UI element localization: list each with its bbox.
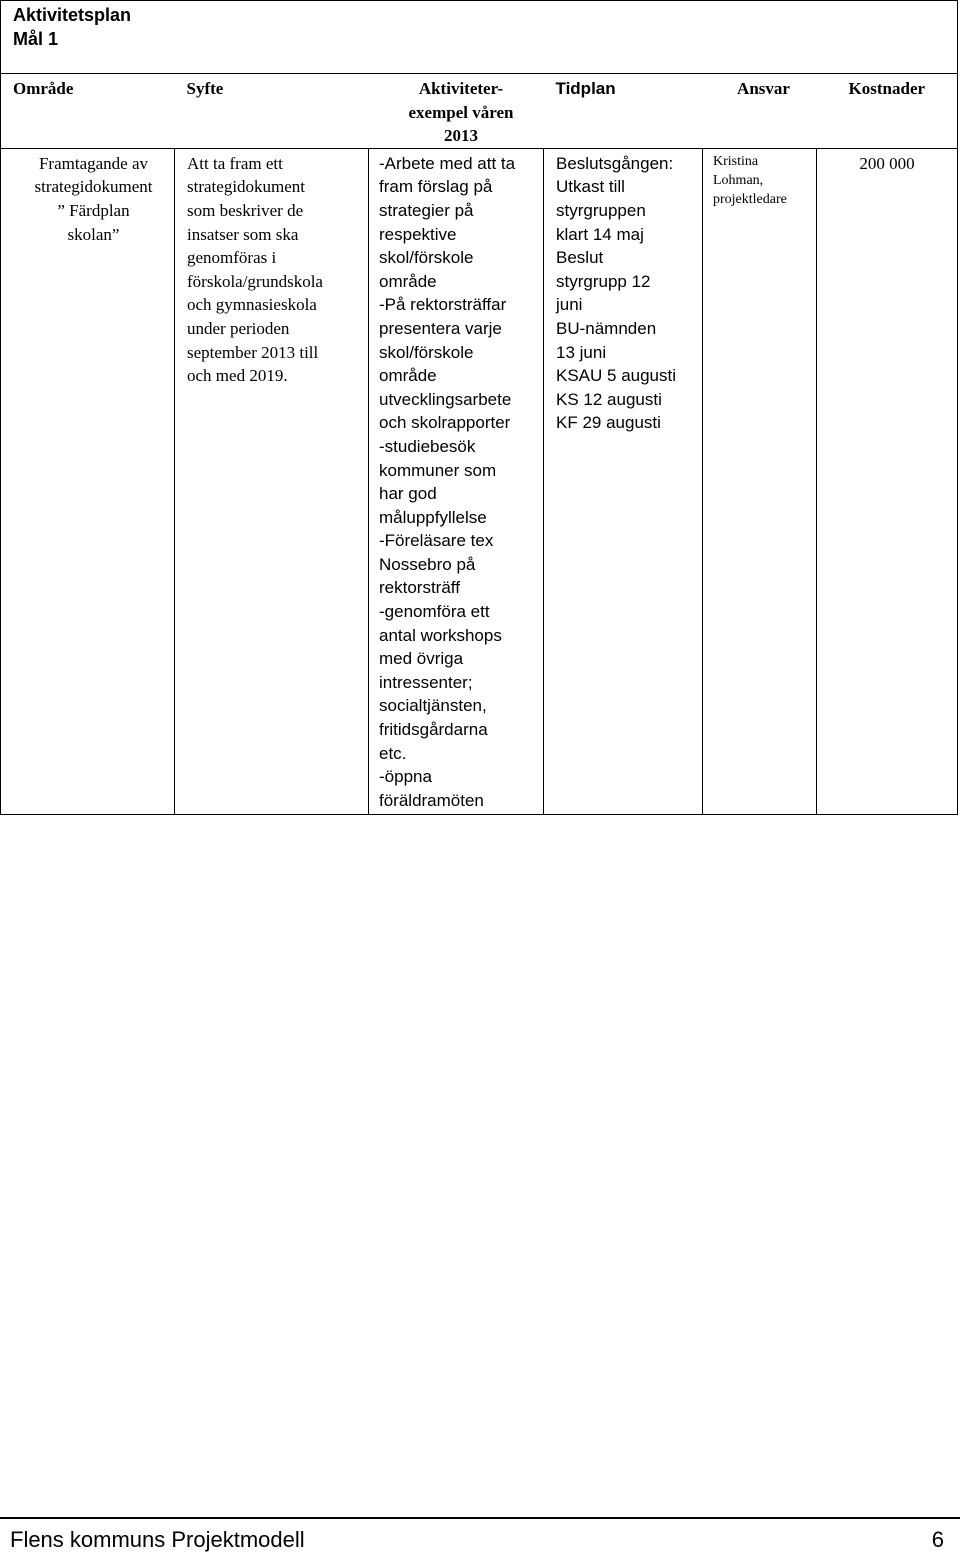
cell-text-line: skol/förskole: [379, 342, 474, 362]
footer-divider: [0, 1517, 960, 1519]
cell-text-line: strategidokument: [187, 177, 306, 197]
tidplan-cell: [544, 148, 703, 814]
footer-title: Flens kommuns Projektmodell: [10, 1527, 305, 1552]
cell-text-line: -Föreläsare tex: [379, 531, 494, 551]
column-header-syfte: Syfte: [175, 74, 369, 149]
column-header-ansvar: Ansvar: [703, 74, 817, 149]
cell-text-line: etc.: [379, 743, 407, 763]
column-header-aktiviteter-line: exempel våren: [408, 102, 514, 122]
cell-text-line: KSAU 5 augusti: [556, 366, 677, 386]
cell-text-line: område: [379, 366, 437, 386]
cell-text-line: Utkast till: [556, 177, 625, 197]
aktiviteter-cell: [369, 148, 544, 814]
cell-text-line: skolan”: [67, 224, 120, 244]
cell-text-line: och skolrapporter: [379, 413, 511, 433]
cell-text-line: -öppna: [379, 767, 432, 787]
cell-text-line: Att ta fram ett: [187, 153, 283, 173]
cell-text-line: juni: [556, 295, 583, 315]
cell-text-line: och med 2019.: [187, 366, 288, 386]
cell-text-line: projektledare: [713, 191, 787, 207]
cell-text-line: presentera varje: [379, 318, 502, 338]
cell-text-line: -genomföra ett: [379, 602, 490, 622]
table-row: [1, 148, 958, 814]
column-header-aktiviteter-line: Aktiviteter-: [418, 79, 504, 98]
cell-text-line: styrgrupp 12: [556, 271, 651, 291]
cell-text-line: Beslut: [556, 248, 604, 268]
cell-text-line: respektive: [379, 224, 457, 244]
cell-text-line: Beslutsgången:: [556, 153, 674, 173]
cell-text-line: föräldramöten: [379, 790, 484, 810]
cell-text-line: Nossebro på: [379, 554, 476, 574]
cell-text-line: skol/förskole: [379, 248, 474, 268]
cell-text-line: Framtagande av: [38, 153, 149, 173]
cell-text-line: ” Färdplan: [57, 200, 130, 220]
cell-text-line: klart 14 maj: [556, 224, 644, 244]
cell-text-line: under perioden: [187, 318, 290, 338]
cell-text-line: med övriga: [379, 649, 464, 669]
cell-text-line: intressenter;: [379, 672, 473, 692]
area-cell: [1, 148, 175, 814]
plan-title-cell: [1, 1, 958, 74]
cell-text-line: fritidsgårdarna: [379, 720, 488, 740]
cell-text-line: strategier på: [379, 200, 474, 220]
plan-title: Aktivitetsplan: [13, 5, 132, 25]
cell-text-line: har god: [379, 484, 437, 504]
cell-text-line: antal workshops: [379, 625, 502, 645]
goal-title: Mål 1: [13, 29, 59, 49]
cell-text-line: socialtjänsten,: [379, 696, 487, 716]
cell-text-line: september 2013 till: [187, 342, 319, 362]
cell-text-line: insatser som ska: [187, 224, 299, 244]
column-header-kostnader: Kostnader: [817, 74, 958, 149]
ansvar-cell: [703, 148, 817, 814]
column-header-area: Område: [1, 74, 175, 149]
cell-text-line: som beskriver de: [187, 200, 304, 220]
cell-text-line: utvecklingsarbete: [379, 389, 512, 409]
cell-text-line: BU-nämnden: [556, 318, 657, 338]
column-header-aktiviteter-line: 2013: [444, 126, 478, 146]
cell-text-line: -På rektorsträffar: [379, 295, 507, 315]
column-header-aktiviteter: [369, 74, 544, 149]
syfte-cell: [175, 148, 369, 814]
cell-text-line: styrgruppen: [556, 200, 646, 220]
cell-text-line: måluppfyllelse: [379, 507, 487, 527]
cell-text-line: -studiebesök: [379, 436, 476, 456]
cell-text-line: 13 juni: [556, 342, 607, 362]
cell-text-line: rektorsträff: [379, 578, 460, 598]
cell-text-line: Kristina: [713, 153, 759, 169]
kostnader-cell: 200 000: [817, 148, 958, 814]
cell-text-line: kommuner som: [379, 460, 497, 480]
cell-text-line: genomföras i: [187, 248, 277, 268]
cell-text-line: strategidokument: [34, 177, 153, 197]
cell-text-line: förskola/grundskola: [187, 271, 323, 291]
cell-text-line: KF 29 augusti: [556, 413, 661, 433]
page-number: 6: [931, 1527, 944, 1552]
column-header-row: [1, 74, 958, 149]
cell-text-line: och gymnasieskola: [187, 295, 317, 315]
cell-text-line: -Arbete med att ta: [379, 153, 516, 173]
cell-text-line: Lohman,: [713, 172, 764, 188]
cell-text-line: område: [379, 271, 437, 291]
column-header-tidplan: Tidplan: [544, 74, 703, 149]
cell-text-line: fram förslag på: [379, 177, 493, 197]
cell-text-line: KS 12 augusti: [556, 389, 662, 409]
